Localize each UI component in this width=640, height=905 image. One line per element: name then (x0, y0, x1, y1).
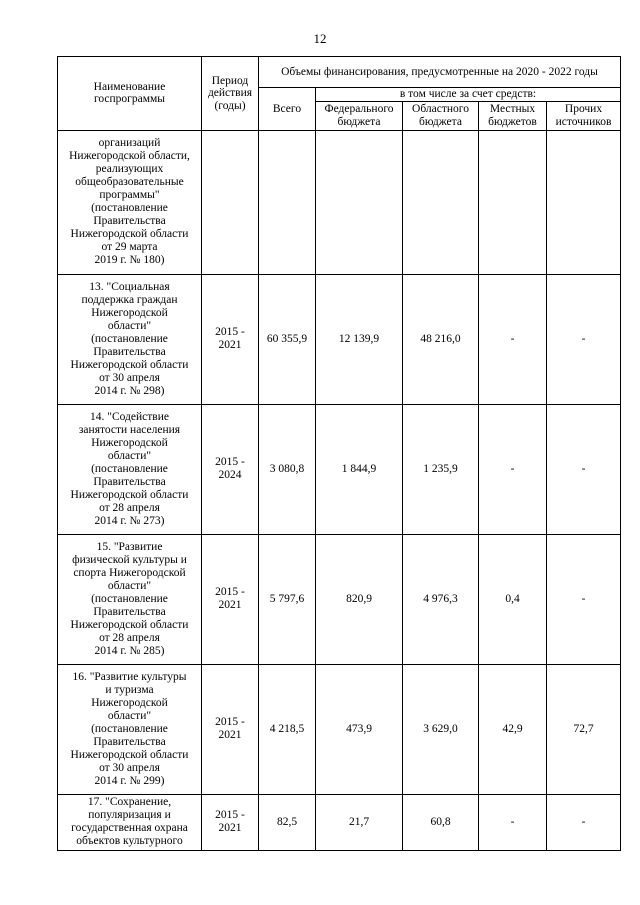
other-value: - (547, 274, 621, 404)
header-total: Всего (259, 88, 316, 131)
other-value: - (547, 534, 621, 664)
program-name: 13. "Социальная поддержка граждан Нижегородской области" (постановление Правительства Нижегородской области от 30 апреля 2014 г. № 298) (58, 274, 202, 404)
regional-value: 60,8 (403, 794, 479, 850)
local-value: 0,4 (479, 534, 547, 664)
header-local: Местных бюджетов (479, 101, 547, 130)
table-row (58, 794, 621, 850)
header-other: Прочих источников (547, 101, 621, 130)
federal-value: 12 139,9 (316, 274, 403, 404)
total-value: 82,5 (259, 794, 316, 850)
local-value: - (479, 274, 547, 404)
table-row (58, 130, 621, 274)
other-value (547, 130, 621, 274)
page-number: 12 (313, 31, 327, 46)
federal-value: 820,9 (316, 534, 403, 664)
program-period: 2015 - 2021 (202, 534, 259, 664)
total-value (259, 130, 316, 274)
federal-value (316, 130, 403, 274)
table-row (58, 534, 621, 664)
local-value: 42,9 (479, 664, 547, 794)
table-row (58, 274, 621, 404)
regional-value: 48 216,0 (403, 274, 479, 404)
regional-value: 1 235,9 (403, 404, 479, 534)
header-funding-group: Объемы финансирования, предусмотренные на 2020 - 2022 годы (259, 57, 621, 88)
program-name: 16. "Развитие культуры и туризма Нижегородской области" (постановление Правительства Нижегородской области от 30 апреля 2014 г. № 299) (58, 664, 202, 794)
local-value: - (479, 404, 547, 534)
total-value: 3 080,8 (259, 404, 316, 534)
funding-table (57, 56, 621, 851)
program-name: 14. "Содействие занятости населения Нижегородской области" (постановление Правительства Нижегородской области от 28 апреля 2014 г. № 273) (58, 404, 202, 534)
program-period: 2015 - 2021 (202, 794, 259, 850)
header-name: Наименование госпрограммы (58, 57, 202, 131)
header-including: в том числе за счет средств: (316, 88, 621, 102)
total-value: 60 355,9 (259, 274, 316, 404)
program-period (202, 130, 259, 274)
header-period: Период действия (годы) (202, 57, 259, 131)
program-name: 15. "Развитие физической культуры и спорта Нижегородской области" (постановление Правительства Нижегородской области от 28 апреля 2014 г. № 285) (58, 534, 202, 664)
local-value (479, 130, 547, 274)
other-value: 72,7 (547, 664, 621, 794)
table-row (58, 404, 621, 534)
table-row (58, 664, 621, 794)
regional-value (403, 130, 479, 274)
program-period: 2015 - 2024 (202, 404, 259, 534)
federal-value: 473,9 (316, 664, 403, 794)
total-value: 4 218,5 (259, 664, 316, 794)
program-name: 17. "Сохранение, популяризация и государственная охрана объектов культурного (58, 794, 202, 850)
regional-value: 4 976,3 (403, 534, 479, 664)
federal-value: 1 844,9 (316, 404, 403, 534)
regional-value: 3 629,0 (403, 664, 479, 794)
header-federal: Федерального бюджета (316, 101, 403, 130)
header-regional: Областного бюджета (403, 101, 479, 130)
local-value: - (479, 794, 547, 850)
program-period: 2015 - 2021 (202, 274, 259, 404)
other-value: - (547, 794, 621, 850)
other-value: - (547, 404, 621, 534)
program-name: организаций Нижегородской области, реализующих общеобразовательные программы" (постановление Правительства Нижегородской области от 29 марта 2019 г. № 180) (58, 130, 202, 274)
total-value: 5 797,6 (259, 534, 316, 664)
program-period: 2015 - 2021 (202, 664, 259, 794)
federal-value: 21,7 (316, 794, 403, 850)
